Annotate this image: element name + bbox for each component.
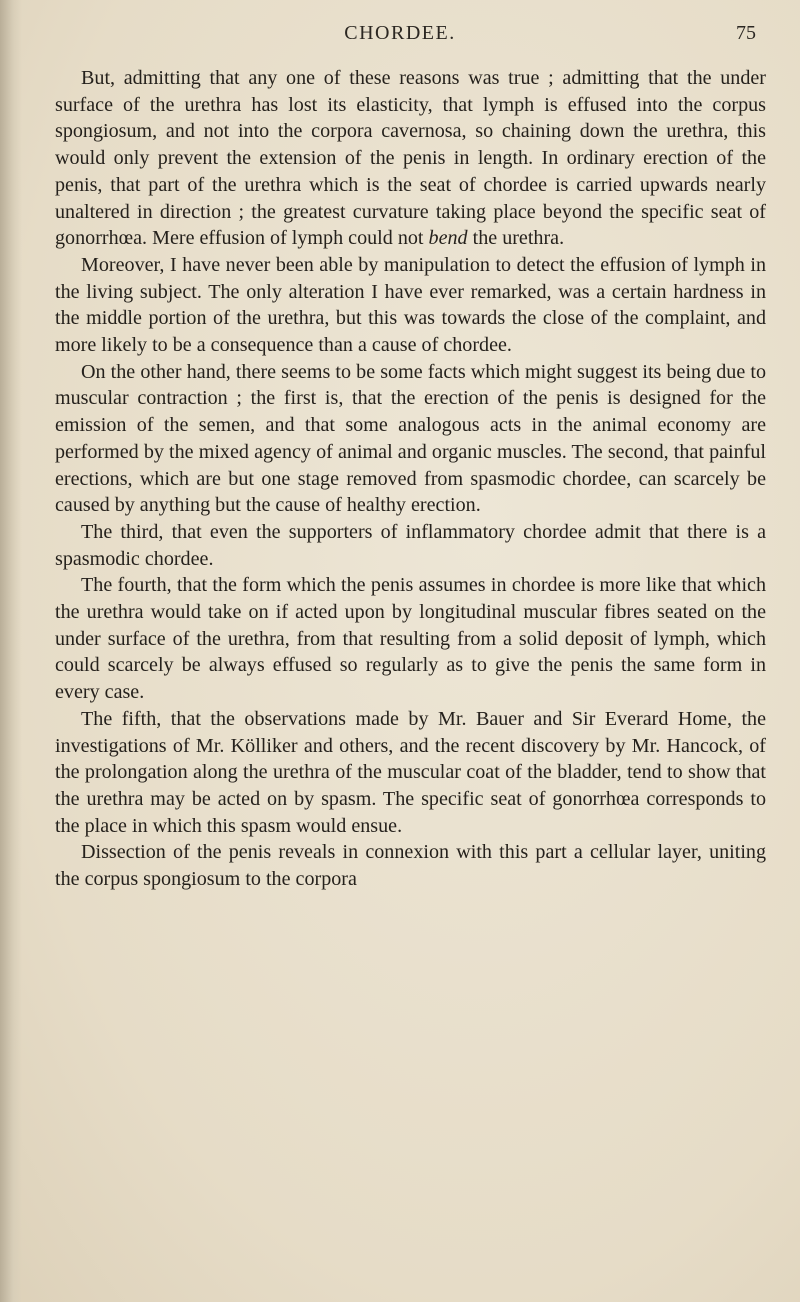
paragraph-1 <box>55 65 766 252</box>
body-text <box>55 65 766 893</box>
paragraph-4: The third, that even the supporters of inflammatory chordee admit that there is a spasmodic chordee. <box>55 520 766 570</box>
running-head <box>0 22 800 56</box>
paragraph-6: The fifth, that the observations made by Mr. Bauer and Sir Everard Home, the investigations of Mr. Kölliker and others, and the recent discovery by Mr. Hancock, of the prolongation along the urethra of the muscular coat of the bladder, tend to show that the urethra may be acted on by spasm. The specific seat of gonorrhœa corresponds to the place in which this spasm would ensue. <box>55 707 766 837</box>
running-title: CHORDEE. <box>344 22 456 44</box>
paragraph-3: On the other hand, there seems to be some facts which might suggest its being due to muscular contraction ; the first is, that the erection of the penis is designed for the emission of the semen, and that some analogous acts in the animal economy are performed by the mixed agency of animal and organic muscles. The second, that painful erections, which are but one stage removed from spasmodic chordee, can scarcely be caused by anything but the cause of healthy erection. <box>55 360 766 517</box>
page-number: 75 <box>736 22 756 44</box>
paragraph-5: The fourth, that the form which the penis assumes in chordee is more like that which the urethra would take on if acted upon by longitudinal muscular fibres seated on the under surface of the urethra, from that resulting from a solid deposit of lymph, which could scarcely be always effused so regularly as to give the penis the same form in every case. <box>55 574 766 704</box>
paragraph-2: Moreover, I have never been able by manipulation to detect the effusion of lymph in the living subject. The only alteration I have ever remarked, was a certain hardness in the middle portion of the urethra, but this was towards the close of the complaint, and more likely to be a consequence than a cause of chordee. <box>55 253 766 357</box>
paragraph-7: Dissection of the penis reveals in connexion with this part a cellular layer, uniting the corpus spongiosum to the corpora <box>55 841 766 891</box>
binding-gutter-shadow <box>0 0 22 1302</box>
paragraph-1-tail: the urethra. <box>467 227 565 250</box>
emphasis-bend: bend <box>428 227 468 250</box>
paragraph-1-text: But, admitting that any one of these reasons was true ; admitting that the under surface of the urethra has lost its elasticity, that lymph is effused into the corpus spongiosum, and not into the corpora cavernosa, so chaining down the urethra, this would only prevent the extension of the penis in length. In ordinary erection of the penis, that part of the urethra which is the seat of chordee is carried upwards nearly unaltered in direction ; the greatest curvature taking place beyond the specific seat of gonorrhœa. Mere effusion of lymph could not <box>55 67 766 250</box>
